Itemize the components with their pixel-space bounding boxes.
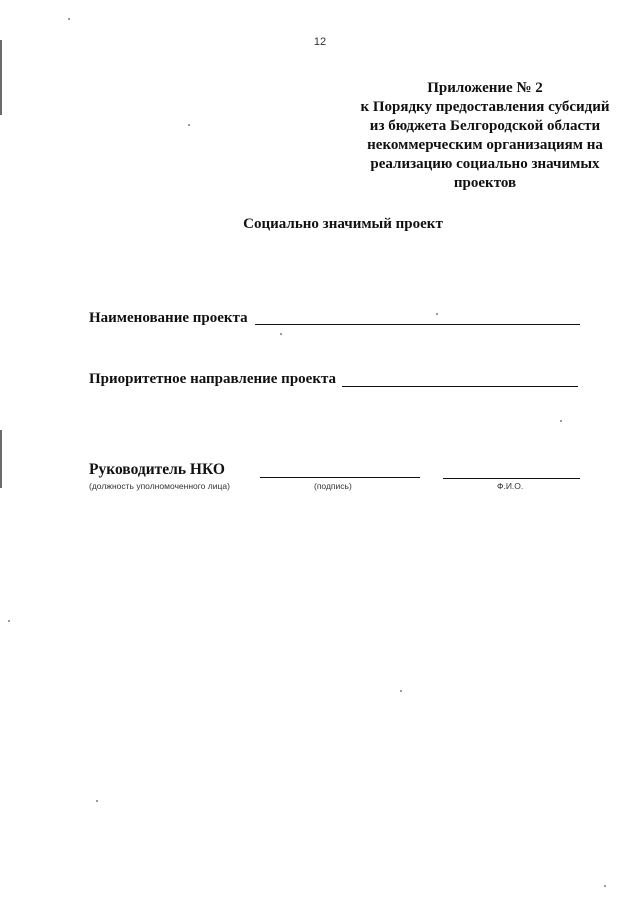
- fio-caption: Ф.И.О.: [497, 481, 524, 491]
- scan-speck: [8, 620, 10, 622]
- ngo-head-label: Руководитель НКО: [89, 461, 225, 478]
- priority-direction-field[interactable]: [342, 386, 578, 387]
- appendix-header: [345, 79, 625, 193]
- signature-field[interactable]: [260, 477, 420, 478]
- scan-speck: [96, 800, 98, 802]
- appendix-line: к Порядку предоставления субсидий: [360, 99, 610, 115]
- project-name-label: Наименование проекта: [89, 310, 248, 326]
- scan-edge-mark: [0, 40, 2, 115]
- scan-edge-mark: [0, 430, 2, 488]
- scan-speck: [436, 313, 438, 315]
- scan-speck: [604, 885, 606, 887]
- appendix-line: некоммерческим организациям на: [367, 137, 603, 153]
- priority-direction-label: Приоритетное направление проекта: [89, 371, 337, 387]
- signature-caption: (подпись): [314, 481, 352, 491]
- fio-field[interactable]: [443, 478, 580, 479]
- page-number: 12: [313, 36, 327, 48]
- appendix-line: проектов: [453, 175, 517, 191]
- scan-speck: [560, 420, 562, 422]
- scan-speck: [400, 690, 402, 692]
- appendix-line: из бюджета Белгородской области: [369, 118, 601, 134]
- project-name-field[interactable]: [255, 324, 580, 325]
- scan-speck: [280, 333, 282, 335]
- document-title: Социально значимый проект: [243, 216, 443, 232]
- scan-speck: [68, 18, 70, 20]
- position-caption: (должность уполномоченного лица): [89, 481, 230, 491]
- appendix-line: Приложение № 2: [427, 80, 543, 96]
- scan-speck: [188, 124, 190, 126]
- appendix-line: реализацию социально значимых: [370, 156, 600, 172]
